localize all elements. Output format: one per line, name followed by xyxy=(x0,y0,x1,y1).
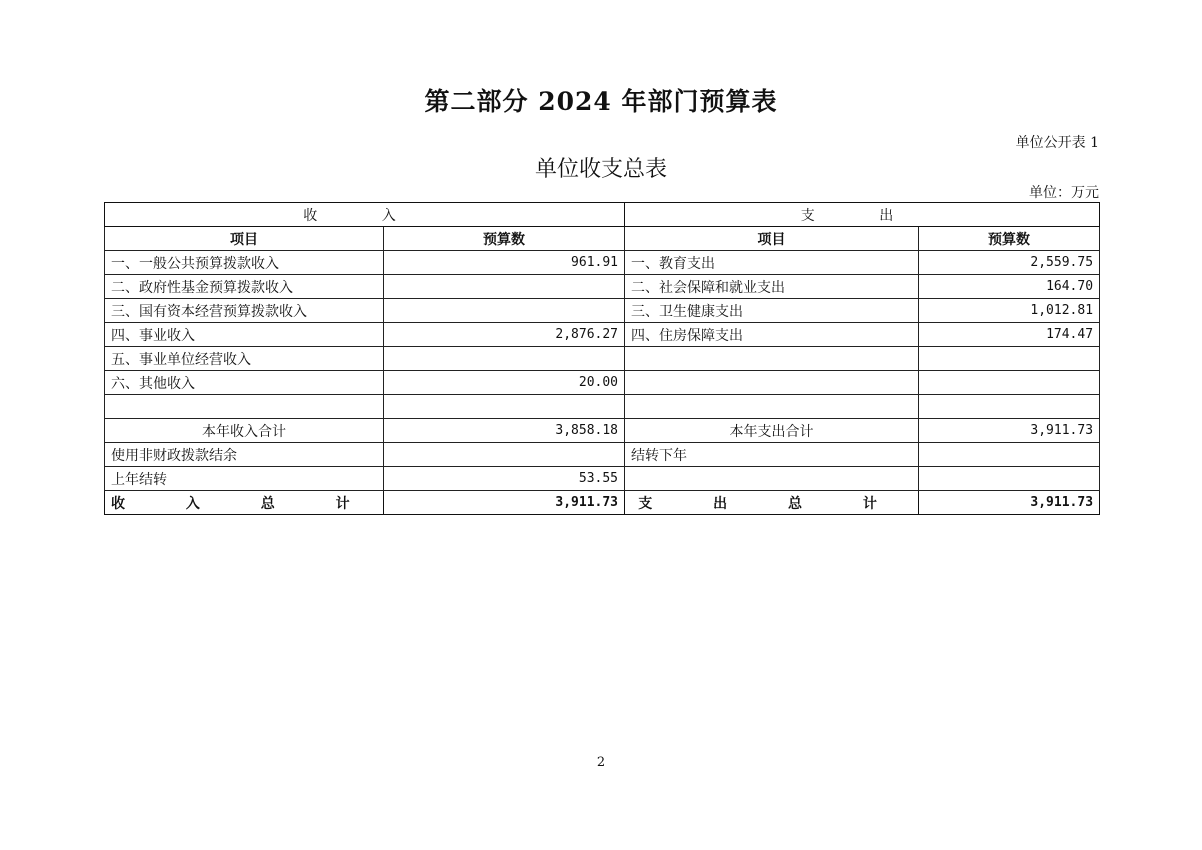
income-total-label: 收 入 总 计 xyxy=(105,491,384,515)
expense-item-header: 项目 xyxy=(625,227,919,251)
expense-item xyxy=(625,395,919,419)
expense-amount: 2,559.75 xyxy=(919,251,1100,275)
income-amount xyxy=(384,299,625,323)
expense-item: 四、住房保障支出 xyxy=(625,323,919,347)
expense-item: 三、卫生健康支出 xyxy=(625,299,919,323)
table-row xyxy=(105,251,1100,275)
expense-amount xyxy=(919,443,1100,467)
table-row xyxy=(105,299,1100,323)
income-amount-header: 预算数 xyxy=(384,227,625,251)
income-item: 六、其他收入 xyxy=(105,371,384,395)
expense-amount xyxy=(919,371,1100,395)
income-item xyxy=(105,395,384,419)
expense-subtotal-label: 本年支出合计 xyxy=(625,419,919,443)
expense-item xyxy=(625,467,919,491)
expense-item xyxy=(625,347,919,371)
income-amount: 53.55 xyxy=(384,467,625,491)
unit-label: 单位：万元 xyxy=(1029,185,1099,201)
table-row xyxy=(105,275,1100,299)
expense-header: 支 出 xyxy=(625,203,1100,227)
income-subtotal-amount: 3,858.18 xyxy=(384,419,625,443)
table-row xyxy=(105,371,1100,395)
expense-subtotal-amount: 3,911.73 xyxy=(919,419,1100,443)
total-row xyxy=(105,491,1100,515)
expense-amount: 1,012.81 xyxy=(919,299,1100,323)
income-header: 收 入 xyxy=(105,203,625,227)
income-amount: 20.00 xyxy=(384,371,625,395)
expense-item: 结转下年 xyxy=(625,443,919,467)
income-item: 五、事业单位经营收入 xyxy=(105,347,384,371)
page-title: 第二部分 2024 年部门预算表 xyxy=(424,87,778,116)
table-row xyxy=(105,323,1100,347)
table-number: 单位公开表 1 xyxy=(1015,135,1099,151)
table-row xyxy=(105,467,1100,491)
expense-amount: 164.70 xyxy=(919,275,1100,299)
income-item: 二、政府性基金预算拨款收入 xyxy=(105,275,384,299)
budget-summary-table xyxy=(104,202,1100,515)
table-row xyxy=(105,347,1100,371)
income-subtotal-label: 本年收入合计 xyxy=(105,419,384,443)
expense-item: 一、教育支出 xyxy=(625,251,919,275)
income-amount xyxy=(384,275,625,299)
income-item-header: 项目 xyxy=(105,227,384,251)
expense-amount-header: 预算数 xyxy=(919,227,1100,251)
expense-total-amount: 3,911.73 xyxy=(919,491,1100,515)
expense-amount xyxy=(919,467,1100,491)
income-item: 使用非财政拨款结余 xyxy=(105,443,384,467)
income-total-amount: 3,911.73 xyxy=(384,491,625,515)
expense-amount xyxy=(919,347,1100,371)
expense-amount xyxy=(919,395,1100,419)
page-number: 2 xyxy=(596,755,606,770)
expense-amount: 174.47 xyxy=(919,323,1100,347)
income-item: 三、国有资本经营预算拨款收入 xyxy=(105,299,384,323)
table-row xyxy=(105,443,1100,467)
income-item: 上年结转 xyxy=(105,467,384,491)
expense-item xyxy=(625,371,919,395)
table-row xyxy=(105,395,1100,419)
income-amount xyxy=(384,347,625,371)
income-amount xyxy=(384,395,625,419)
income-amount: 961.91 xyxy=(384,251,625,275)
income-item: 一、一般公共预算拨款收入 xyxy=(105,251,384,275)
subtotal-row xyxy=(105,419,1100,443)
expense-item: 二、社会保障和就业支出 xyxy=(625,275,919,299)
income-amount xyxy=(384,443,625,467)
table-title: 单位收支总表 xyxy=(534,157,667,182)
income-item: 四、事业收入 xyxy=(105,323,384,347)
expense-total-label: 支 出 总 计 xyxy=(625,491,919,515)
income-amount: 2,876.27 xyxy=(384,323,625,347)
